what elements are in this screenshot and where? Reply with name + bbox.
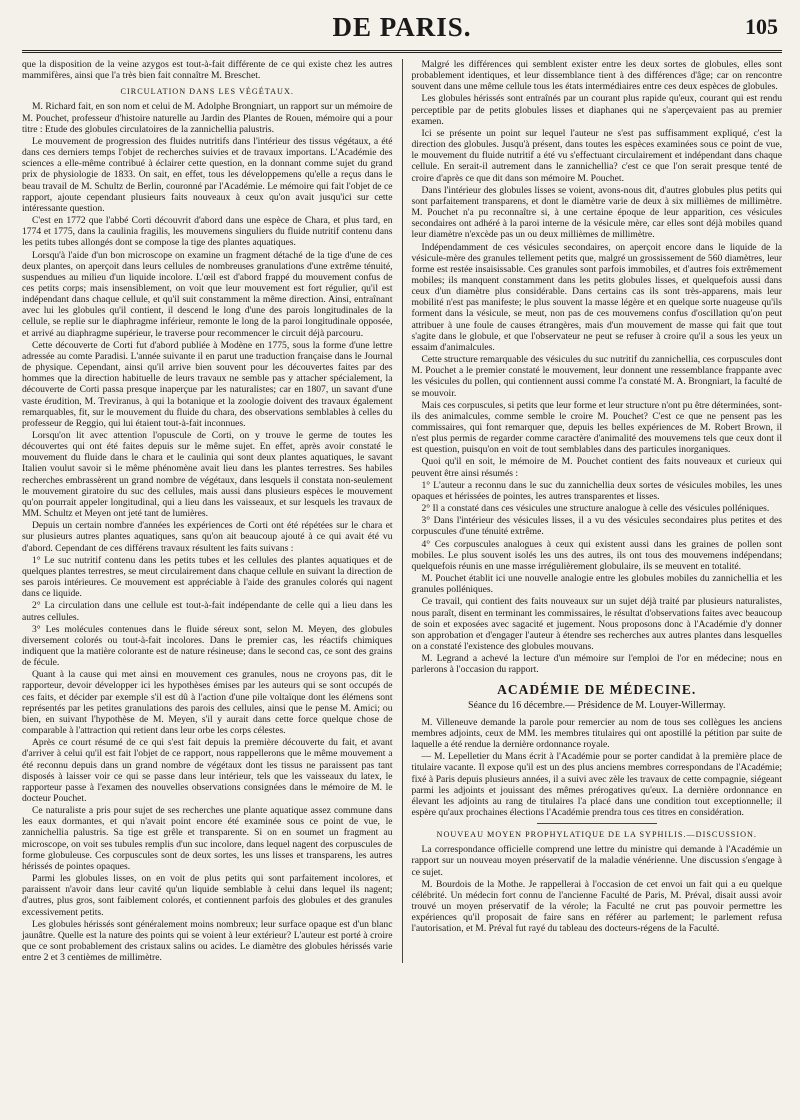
paragraph: Ici se présente un point sur lequel l'auteur ne s'est pas suffisamment expliqué, c'est la direction des globules. Jusqu'à présent, dans toutes les espèces examinées sous ce point de vue, le mouvement du fluide nutritif a été vu s'effectuant circulairement et indépendant dans chaque cellule. En serait-il autrement dans le zannichellia? c'est ce que l'on serait presque tenté de croire d'après ce que dit dans son mémoire M. Pouchet. bbox=[411, 127, 782, 184]
page-number: 105 bbox=[745, 14, 778, 39]
paragraph: Quant à la cause qui met ainsi en mouvement ces granules, nous ne croyons pas, dit le rapporteur, devoir développer ici les hypothèses émises par les auteurs qui se sont occupés de ces faits, et décider par exemple s'il est dû à l'action d'une pile voltaïque dont les élémens sont représentés par les petites granulations des parois des cellules, ainsi que le pense M. Amici; ou bien, en suivant l'hypothèse de M. Meyen, s'il y aurait dans cette force quelque chose de comparable à l'attraction qui retient dans leur orbe les corps célestes. bbox=[22, 669, 393, 737]
paragraph: Ce travail, qui contient des faits nouveaux sur un sujet déjà traité par plusieurs naturalistes, nous paraît, disent en terminant les commissaires, le résultat d'observations faites avec beaucoup de soin et exposées avec sagacité et jugement. Nous proposons donc à l'Académie d'y donner son approbation et d'engager l'auteur à étendre ses recherches aux autres plantes dans lesquelles on a constaté l'existence des globules mouvans. bbox=[411, 596, 782, 652]
paragraph: Malgré les différences qui semblent exister entre les deux sortes de globules, elles sont probablement identiques, et leur dissemblance tient à des différences d'âge; car on rencontre souvent dans une même cellule tous les états intermédiaires entre ces deux espèces de globules. bbox=[411, 59, 782, 93]
paragraph: Cette découverte de Corti fut d'abord publiée à Modène en 1775, sous la forme d'une lettre adressée au comte Paradisi. L'année suivante il en parut une traduction française dans le Journal de physique. Cependant, ainsi qu'il arrive bien souvent pour les découvertes faites par des hommes que la direction habituelle de leurs travaux ne semble pas y attacher spécialement, la découverte de Corti passa presque inaperçue par les naturalistes; car en 1807, un savant d'une vaste érudition, M. Treviranus, à qui la botanique et la zoologie doivent des travaux également remarquables, fit, sur le mouvement du fluide du chara, des observations semblables à celles du professeur de Reggio, qui lui étaient tout-à-fait inconnues. bbox=[22, 339, 393, 429]
paragraph: M. Bourdois de la Mothe. Je rappellerai à l'occasion de cet envoi un fait qui a eu quelque célébrité. Un médecin fort connu de l'ancienne Faculté de Paris, M. Préval, disait aussi avoir trouvé un moyen préservatif de la vérole; la Faculté ne crut pas pouvoir permettre les expériences qu'il proposait de faire sans en référer au parlement; le parlement refusa l'autorisation, et M. Préval fut rayé du tableau des docteurs-régens de la Faculté. bbox=[411, 878, 782, 935]
section-heading: NOUVEAU MOYEN PROPHYLATIQUE DE LA SYPHILIS.—DISCUSSION. bbox=[436, 830, 757, 840]
paragraph: 3° Dans l'intérieur des vésicules lisses, il a vu des vésicules secondaires plus petites et des corpuscules d'une ténuité extrême. bbox=[411, 515, 782, 538]
paragraph: 4° Ces corpuscules analogues à ceux qui existent aussi dans les graines de pollen sont mobiles. Le plus souvent isolés les uns des autres, ils ont tous des mouvemens indépendans; quelquefois réunis en une masse irrégulièrement globulaire, ils se meuvent en totalité. bbox=[411, 538, 782, 572]
paragraph: Parmi les globules lisses, on en voit de plus petits qui sont parfaitement incolores, et paraissent n'avoir dans leur cavité qu'un liquide semblable à celui dans lequel ils nagent; d'autres, plus gros, sont faiblement colorés, et contiennent parfois des globules et des granules excessivement petits. bbox=[22, 873, 393, 918]
page-header bbox=[22, 10, 782, 53]
paragraph: M. Legrand a achevé la lecture d'un mémoire sur l'emploi de l'or en médecine; nous en parlerons à l'occasion du rapport. bbox=[411, 653, 782, 676]
paragraph: Les globules hérissés sont entraînés par un courant plus rapide qu'eux, courant qui est rendu perceptible par de petits globules lisses et diaphanes qui ne s'aperçevaient pas au premier examen. bbox=[411, 93, 782, 127]
paragraph: Indépendamment de ces vésicules secondaires, on aperçoit encore dans le liquide de la vésicule-mère des granules tellement petits que, malgré un grossissement de 560 diamètres, leur forme est restée insaisissable. Ces granules sont parfois immobiles, et d'autres fois extrêmement mobiles; ils manquent constamment dans les petits globules lisses, et quelquefois aussi dans ceux d'un diamètre plus considérable. Dans certains cas ils sont très-apparens, mais leur mobilité n'est pas manifeste; le plus souvent la masse légère et en quelque sorte nuageuse qu'ils forment dans la vésicule, se meut, non pas de ces mouvemens confus d'oscillation qu'on peut attribuer à une foule de causes étrangères, mais d'un mouvement de masse qui fait que tout s'agite dans le globule, et que l'observateur ne peut se refuser à croire qu'il a sous les yeux un essaim d'animalcules. bbox=[411, 241, 782, 353]
paragraph: 3° Les molécules contenues dans le fluide séreux sont, selon M. Meyen, des globules diversement colorés ou tout-à-fait incolores. Dans le premier cas, les réactifs chimiques indiquent que la matière colorante est de nature résineuse; dans le second cas, ce sont des grains de fécule. bbox=[22, 623, 393, 669]
paragraph: Depuis un certain nombre d'années les expériences de Corti ont été répétées sur le chara et sur plusieurs autres plantes aquatiques, sans qu'on ait beaucoup ajouté à ce qui avait été vu d'abord. Cependant de ces différens travaux résultent les faits suivans : bbox=[22, 520, 393, 554]
paragraph: Lorsqu'à l'aide d'un bon microscope on examine un fragment détaché de la tige d'une de ces deux plantes, on aperçoit dans leurs cellules de nombreuses granulations d'une extrême ténuité, suspendues au milieu d'un liquide incolore. L'œil est d'abord frappé du mouvement confus de ces petits corps; mais insensiblement, on voit que leur mouvement est fort régulier, qu'il est indépendant dans chaque cellule, et qu'il suit constamment la même direction. Ainsi, entraînant avec lui les globules qu'il contient, il descend le long d'une des parois longitudinales de la cellule, se replie sur le diaphragme inférieur, remonte le long de la paroi longitudinale opposée, et arrivé au diaphragme supérieur, le traverse pour recommencer le circuit déjà parcouru. bbox=[22, 249, 393, 339]
paragraph: La correspondance officielle comprend une lettre du ministre qui demande à l'Académie un rapport sur un nouveau moyen préservatif de la maladie vénérienne. Une discussion s'engage à ce sujet. bbox=[411, 844, 782, 878]
paragraph: Mais ces corpuscules, si petits que leur forme et leur structure n'ont pu être déterminées, sont-ils des animalcules, comme semble le croire M. Pouchet? C'est ce que ne pensent pas les commissaires, qui font remarquer que, depuis les belles expériences de M. Robert Brown, il n'est plus permis de regarder comme caractère d'animalité des mouvemens tels que ceux dont il est question, puisqu'on en voit de tout semblables dans des particules inorganiques. bbox=[411, 399, 782, 456]
paragraph: Le mouvement de progression des fluides nutritifs dans l'intérieur des tissus végétaux, a été dans ces derniers temps l'objet de recherches suivies et de travaux importans. L'Académie des sciences a elle-même contribué à éclairer cette question, en la donnant comme sujet du grand prix de physiologie de 1833. On sait, en effet, tous les développemens qu'elle a reçus dans le beau travail de M. Schultz de Berlin, couronné par l'Académie. Le mémoire qui fait l'objet de ce rapport, ajoute cependant plusieurs faits nouveaux à ceux qu'on avait jusqu'ici sur cette intéressante question. bbox=[22, 135, 393, 214]
columns bbox=[22, 59, 782, 963]
right-column bbox=[402, 59, 783, 963]
paragraph: M. Richard fait, en son nom et celui de M. Adolphe Brongniart, un rapport sur un mémoire de M. Pouchet, professeur d'histoire naturelle au Jardin des Plantes de Rouen, mémoire qui a pour titre : Etude des globules circulatoires de la zannichellia palustris. bbox=[22, 101, 393, 135]
paragraph: — M. Lepelletier du Mans écrit à l'Académie pour se porter candidat à la première place de titulaire vacante. Il expose qu'il est un des plus anciens membres correspondans de l'Académie; fixé à Paris depuis plusieurs années, il a suivi avec zèle les travaux de cette compagnie, siégeant parmi les adjoints et jouissant des mêmes prérogatives qu'eux. La dernière ordonnance en élevant les adjoints au rang de titulaires l'a placé dans une condition tout exceptionnelle; il espère qu'aux prochaines élections l'Académie prendra tous ces titres en considération. bbox=[411, 751, 782, 818]
paragraph: 1° L'auteur a reconnu dans le suc du zannichellia deux sortes de vésicules mobiles, les unes opaques et hérissées de pointes, les autres transparentes et lisses. bbox=[411, 479, 782, 502]
paragraph: Cette structure remarquable des vésicules du suc nutritif du zannichellia, ces corpuscules dont M. Pouchet a le premier constaté le mouvement, leur donnent une ressemblance frappante avec les vésicules du pollen, qui contiennent aussi comme l'a constaté M. A. Brongniart, la faculté de se mouvoir. bbox=[411, 354, 782, 399]
paragraph: Après ce court résumé de ce qui s'est fait depuis la première découverte du fait, et avant d'arriver à celui qu'il est fait l'objet de ce rapport, nous rappellerons que le même mouvement a été reconnu depuis dans un grand nombre de végétaux dont les tissus ne paraissent pas tant disposés à laisser voir ce qui se passe dans leur intérieur, tels que les vaisseaux du latex, le rapporteur passe à l'examen des nouvelles observations consignées dans le mémoire de M. le docteur Pouchet. bbox=[22, 737, 393, 804]
paragraph: que la disposition de la veine azygos est tout-à-fait différente de ce qui existe chez les autres mammifères, ainsi que l'a très bien fait connaître M. Breschet. bbox=[22, 59, 393, 82]
section-title: ACADÉMIE DE MÉDECINE. bbox=[497, 682, 697, 698]
divider bbox=[537, 823, 657, 824]
paragraph: 1° Le suc nutritif contenu dans les petits tubes et les cellules des plantes aquatiques et de quelques plantes terrestres, se meut circulairement dans chaque cellule en suivant la direction de ses parois intérieures. Ce mouvement est appréciable à l'aide des granules colorés qui nagent dans ce liquide. bbox=[22, 554, 393, 600]
paragraph: Les globules hérissés sont généralement moins nombreux; leur surface opaque est d'un blanc jaunâtre. Quelle est la nature des points qui se voient à leur extérieur? L'auteur est porté à croire que ce sont probablement des cristaux salins ou acides. Le diamètre des globules hérissés varie entre 2 et 3 centièmes de millimètre. bbox=[22, 918, 393, 964]
paragraph: 2° Il a constaté dans ces vésicules une structure analogue à celle des vésicules polléniques. bbox=[421, 503, 770, 515]
paragraph: Quoi qu'il en soit, le mémoire de M. Pouchet contient des faits nouveaux et curieux qui peuvent être ainsi résumés : bbox=[411, 456, 782, 479]
session-line: Séance du 16 décembre.— Présidence de M. Louyer-Willermay. bbox=[467, 699, 726, 711]
paragraph: M. Pouchet établit ici une nouvelle analogie entre les globules mobiles du zannichellia et les granules polléniques. bbox=[411, 573, 782, 596]
paragraph: M. Villeneuve demande la parole pour remercier au nom de tous ses collègues les anciens membres adjoints, ceux de MM. les membres titulaires qui ont apostillé la pétition par suite de laquelle a été rendue la dernière ordonnance royale. bbox=[411, 716, 782, 751]
paragraph: C'est en 1772 que l'abbé Corti découvrit d'abord dans une espèce de Chara, et plus tard, en 1774 et 1775, dans la caulinia fragilis, les mouvemens singuliers du fluide nutritif contenu dans les petits tubes allongés dont se compose la tige des plantes aquatiques. bbox=[22, 215, 393, 249]
paragraph: Ce naturaliste a pris pour sujet de ses recherches une plante aquatique assez commune dans les eaux dormantes, et qui n'avait point encore été examinée sous ce point de vue, le zannichellia palustris. Sa tige est grêle et transparente. Si on en soumet un fragment au microscope, on voit ses tubules remplis d'un suc incolore, dans lequel nagent des corpuscules de forme globuleuse. Ces corpuscules sont de deux sortes, les uns lisses et transparens, les autres hérissés de pointes opaques. bbox=[22, 805, 393, 872]
paragraph: Lorsqu'on lit avec attention l'opuscule de Corti, on y trouve le germe de toutes les découvertes qui ont été faites depuis sur le même sujet. En effet, après avoir constaté le mouvement du fluide dans le chara et le caulinia qui sont deux plantes aquatiques, le savant Italien voulut savoir si le même phénomène avait lieu dans les plantes terrestres. Ses habiles recherches embrassèrent un grand nombre de végétaux, dans lesquels il constata non-seulement le mouvement giratoire du suc des cellules, mais aussi dans plusieurs espèces le mouvement qu'on pourrait appeler longitudinal, qui a lieu dans les vaisseaux, et sur lesquels les travaux de MM. Schultz et Meyen ont jeté tant de lumières. bbox=[22, 430, 393, 520]
page-title: DE PARIS. bbox=[332, 12, 472, 42]
section-heading: CIRCULATION DANS LES VÉGÉTAUX. bbox=[120, 87, 294, 97]
left-column bbox=[22, 59, 402, 963]
paragraph: 2° La circulation dans une cellule est tout-à-fait indépendante de celle qui a lieu dans les autres cellules. bbox=[22, 600, 393, 623]
paragraph: Dans l'intérieur des globules lisses se voient, avons-nous dit, d'autres globules plus petits qui sont parfaitement transparens, et dont le diamètre varie de deux à six millièmes de millimètre. M. Pouchet n'a pu reconnaître si, à une certaine époque de leur apparition, ces vésicules secondaires ont adhéré à la paroi interne de la vésicule mère, car elles sont déjà mobiles quand leur diamètre n'excède pas un ou deux millièmes de millimètre. bbox=[411, 184, 782, 241]
